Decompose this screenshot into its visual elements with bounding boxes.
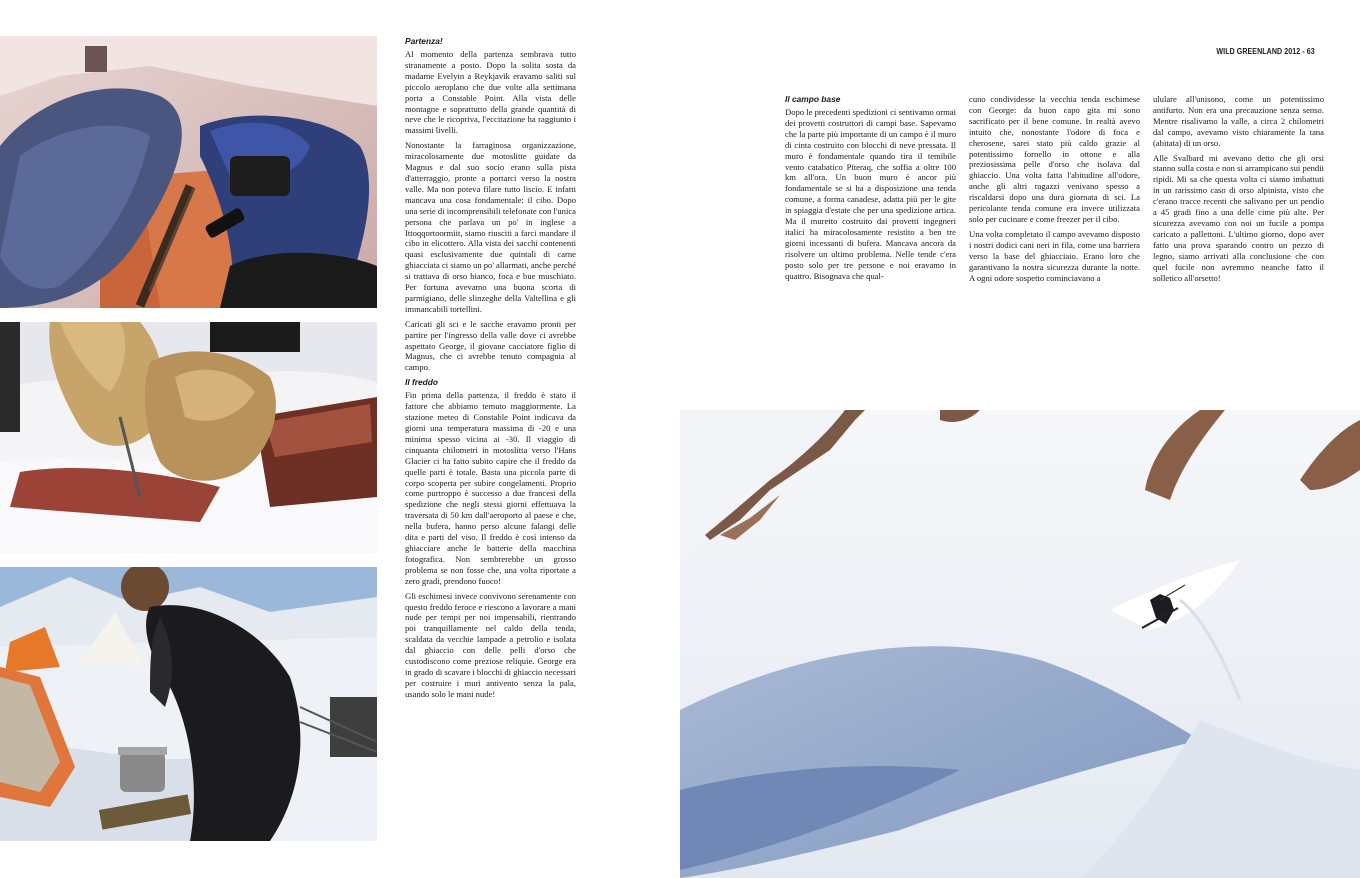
photo-skier-slope [680, 410, 1360, 878]
paragraph: ululare all'unisono, come un potentissimo antifurto. Non era una precauzione senza senso. Mentre risalivamo la valle, a circa 2 chilometri dal campo, avevamo visto chiaramente la tana (abitata) di un orso. [1153, 94, 1324, 148]
paragraph: Caricati gli sci e le sacche eravamo pronti per partire per l'ingresso della valle dove ci avrebbe aspettato George, il giovane cacciatore figlio di Magnus, che ci avrebbe tenuto compagnia al campo. [405, 318, 576, 373]
section-heading-partenza: Partenza! [405, 36, 443, 46]
tent-interior-illustration [0, 36, 377, 308]
paragraph: Dopo le precedenti spedizioni ci sentivamo ormai dei provetti costruttori di campi base. Sapevamo che la parte più importante di un campo è il muro di cinta costruito con blocchi di neve pressata. Il muro è fondamentale quando tira il temibile vento catabatico Piteraq, che soffia a oltre 100 km all'ora. Un buon muro è ancor più fondamentale se si ha a disposizione una tenda comune, a forma canadese, adatta più per le gite in spiaggia d'estate che per una spedizione artica. Ma il muretto costruito dai provetti ingegneri italici ha miracolosamente resistito a ben tre giorni incessanti di bufera. Mancava ancora da risolvere un ultimo problema. Nelle tende c'era posto solo per tre persone e noi eravamo in quattro. Bisognava che qual- [785, 107, 956, 281]
paragraph: Gli eschimesi invece convivono serenamente con questo freddo feroce e riescono a lavorare a mani nude per tempi per noi impensabili, rientrando poi tranquillamente nel caldo della tenda, scaldata da vecchie lampade a petrolio e isolata dal ghiaccio con delle pelli d'orso che custodiscono come preziose reliquie. George era in grado di scavare i blocchi di ghiaccio necessari per costruire i muri antivento senza la pala, usando solo le mani nude! [405, 590, 576, 699]
section-heading-campo-base: Il campo base [785, 94, 841, 104]
paragraph: cuno condividesse la vecchia tenda eschimese con George: da buon capo gita mi sono sacrificato per il bene comune. In realtà avevo intuito che, nonostante l'odore di foca e cherosene, sarei stato più caldo grazie al potentissimo fornello in ottone e alla preziosissima pelle d'orso che isolava dal ghiaccio. Una volta fatta l'abitudine all'odore, anche gli altri ragazzi venivano spesso a riscaldarsi dopo una dura giornata di sci. La pericolante tenda comune era invece utilizzata solo per cucinare e come freezer per il cibo. [969, 94, 1140, 224]
photo-camp-stove [0, 567, 377, 841]
paragraph: Fin prima della partenza, il freddo è stato il fattore che abbiamo temuto maggiormente. La stazione meteo di Constable Point indicava da giorni una temperatura massima di -20 e una minima spesso vicina ai -30. Il viaggio di cinquanta chilometri in motoslitta verso l'Hans Glacier ci ha fatto subito capire che il freddo da quelle parti è totale. Basta una piccola parte di corpo scoperta per subire congelamenti. Proprio come purtroppo è successo a due francesi della spedizione che negli stessi giorni effettuava la traversata di 50 km dall'aeroporto al paese e che, nella bufera, hanno perso alcune falangi delle dita e parti del viso. Il freddo è così intenso da ghiacciare anche le batterie della macchina fotografica. Non sembrerebbe un grosso problema se non fosse che, una volta riportate a zero gradi, prendono fuoco! [405, 390, 576, 586]
paragraph: Al momento della partenza sembrava tutto stranamente a posto. Dopo la solita sosta da madame Evelyin a Reykjavik eravamo saliti sul piccolo aeroplano che due volte alla settimana porta a Constable Point. Alla vista delle montagne e soprattutto della grande quantità di neve che le ricopriva, l'eccitazione ha raggiunto i massimi livelli. [405, 49, 576, 136]
photo-tent-interior [0, 36, 377, 308]
text-column-4 [1153, 94, 1324, 287]
photo-gloved-hands [0, 322, 377, 553]
text-column-1 [405, 36, 576, 704]
paragraph: Una volta completato il campo avevamo disposto i nostri dodici cani neri in fila, come una barriera verso la base del ghiacciaio. Erano loro che garantivano la nostra sicurezza durante la notte. A ogni odore sospetto cominciavano a [969, 228, 1140, 283]
text-column-3 [969, 94, 1140, 287]
gloved-hands-illustration [0, 322, 377, 553]
text-column-2 [785, 94, 956, 286]
skier-slope-illustration [680, 410, 1360, 878]
section-heading-freddo: Il freddo [405, 377, 439, 388]
paragraph: Nonostante la farraginosa organizzazione, miracolosamente due motoslitte guidate da Magnus e dal suo socio erano sulla pista d'atterraggio, pronte a portarci verso la nostra valle. Ma non poteva filare tutto liscio. E infatti mancava una cosa fondamentale: il cibo. Dopo una serie di incomprensibili telefonate con l'unica persona che parlava un po' in inglese a Ittoqqortoormiit, siamo riusciti a farci mandare il cibo in elicottero. Alla vista dei sacchi contenenti quasi esclusivamente due quintali di carne ghiacciata ci siamo un po' allarmati, anche perché si trattava di orso bianco, foca e bue muschiato. Per fortuna avevamo una buona scorta di parmigiano, delle slinzeghe della Valtellina e gli immancabili tortellini. [405, 140, 576, 314]
paragraph: Alle Svalbard mi avevano detto che gli orsi stanno sulla costa e non si arrampicano sui pendii ripidi. Mi sa che questa volta ci siamo imbattuti in un rarissimo caso di orso alpinista, visto che c'erano tracce recenti che salivano per un pendio a 45 gradi fino a una delle cime più alte. Per sicurezza avevamo con noi un fucile a pompa caricato a pallettoni. L'ultimo giorno, dopo aver fatto una prova sparando contro un pezzo di legno, siamo arrivati alla conclusione che con quel fucile non avremmo neanche fatto il solletico all'orsetto! [1153, 152, 1324, 283]
camp-stove-illustration [0, 567, 377, 841]
page-folio: WILD GREENLAND 2012 - 63 [1216, 47, 1315, 56]
